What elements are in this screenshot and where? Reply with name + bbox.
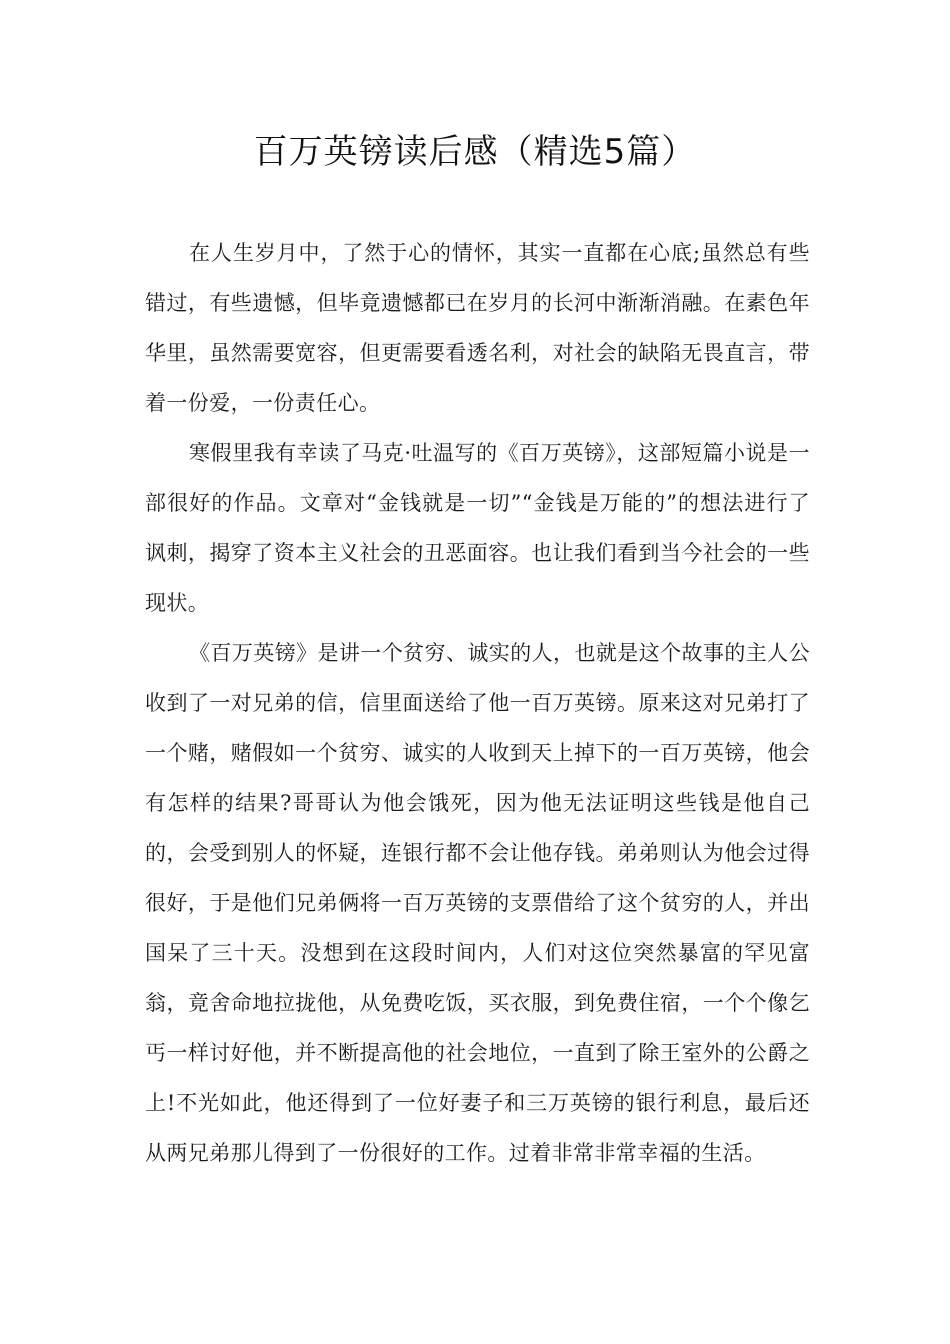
paragraph-story: 《百万英镑》是讲一个贫穷、诚实的人，也就是这个故事的主人公收到了一对兄弟的信，信里面送给了他一百万英镑。原来这对兄弟打了一个赌，赌假如一个贫穷、诚实的人收到天上掉下的一百万英镑，他会有怎样的结果?哥哥认为他会饿死，因为他无法证明这些钱是他自己的，会受到别人的怀疑，连银行都不会让他存钱。弟弟则认为他会过得很好，于是他们兄弟俩将一百万英镑的支票借给了这个贫穷的人，并出国呆了三十天。没想到在这段时间内，人们对这位突然暴富的罕见富翁，竟舍命地拉拢他，从免费吃饭，买衣服，到免费住宿，一个个像乞丐一样讨好他，并不断提高他的社会地位，一直到了除王室外的公爵之上!不光如此，他还得到了一位好妻子和三万英镑的银行利息，最后还从两兄弟那儿得到了一份很好的工作。过着非常非常幸福的生活。 [145,641,810,1165]
document-body [145,228,810,1178]
paragraph-intro: 在人生岁月中，了然于心的情怀，其实一直都在心底;虽然总有些错过，有些遗憾，但毕竟遗憾都已在岁月的长河中渐渐消融。在素色年华里，虽然需要宽容，但更需要看透名利，对社会的缺陷无畏直言，带着一份爱，一份责任心。 [145,241,810,415]
document-title: 百万英镑读后感（精选5篇） [253,132,697,172]
paragraph-reading: 寒假里我有幸读了马克·吐温写的《百万英镑》，这部短篇小说是一部很好的作品。文章对“金钱就是一切”“金钱是万能的”的想法进行了讽刺，揭穿了资本主义社会的丑恶面容。也让我们看到当今社会的一些现状。 [145,441,810,615]
